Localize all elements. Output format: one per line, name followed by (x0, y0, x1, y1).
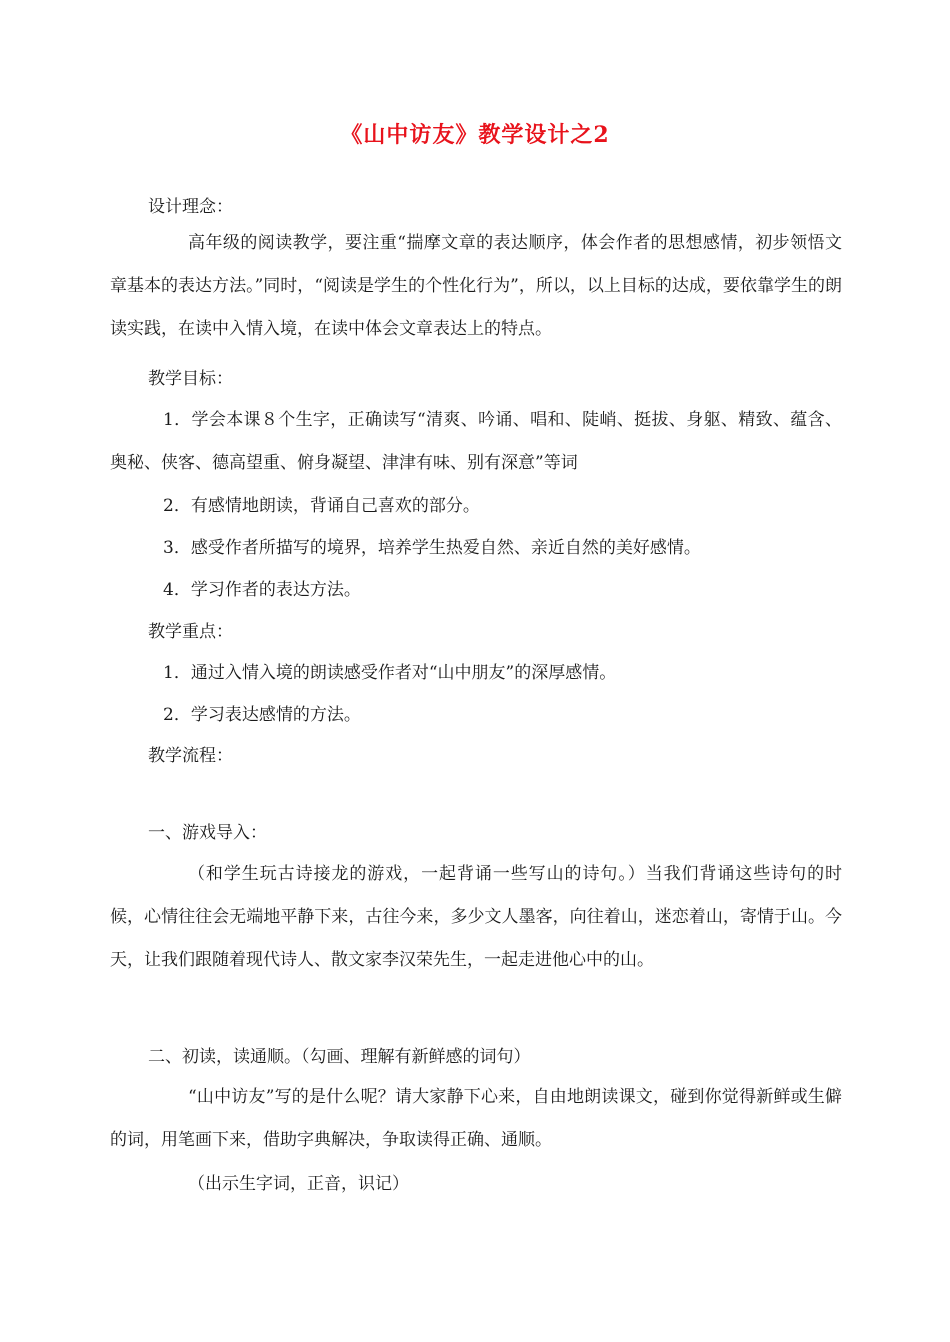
goal-item-4: 4．学习作者的表达方法。 (163, 580, 361, 600)
focus-item-1: 1．通过入情入境的朗读感受作者对“山中朋友”的深厚感情。 (163, 663, 617, 683)
step1-heading: 一、游戏导入： (148, 823, 267, 843)
flow-heading: 教学流程： (148, 746, 233, 766)
goal-item-1: 1．学会本课８个生字，正确读写“清爽、吟诵、唱和、陡峭、挺拔、身躯、精致、蕴含、奥秘、侠客、德高望重、俯身凝望、津津有味、别有深意”等词 (110, 410, 842, 473)
step2-paragraph: “山中访友”写的是什么呢？请大家静下心来，自由地朗读课文，碰到你觉得新鲜或生僻的词，用笔画下来，借助字典解决，争取读得正确、通顺。 (110, 1087, 842, 1150)
goals-heading: 教学目标： (148, 369, 233, 389)
document-title: 《山中访友》教学设计之2 (340, 122, 610, 148)
goal-item-3: 3．感受作者所描写的境界，培养学生热爱自然、亲近自然的美好感情。 (163, 538, 701, 558)
step1-paragraph: （和学生玩古诗接龙的游戏，一起背诵一些写山的诗句。）当我们背诵这些诗句的时候，心情往往会无端地平静下来，古往今来，多少文人墨客，向往着山，迷恋着山，寄情于山。今天，让我们跟随着现代诗人、散文家李汉荣先生，一起走进他心中的山。 (110, 864, 842, 970)
focus-item-2: 2．学习表达感情的方法。 (163, 705, 361, 725)
step2-heading: 二、初读，读通顺。（勾画、理解有新鲜感的词句） (148, 1047, 531, 1067)
goal-item-2: 2．有感情地朗读，背诵自己喜欢的部分。 (163, 496, 480, 516)
concept-paragraph: 高年级的阅读教学，要注重“揣摩文章的表达顺序，体会作者的思想感情，初步领悟文章基本的表达方法。”同时，“阅读是学生的个性化行为”，所以，以上目标的达成，要依靠学生的朗读实践，在读中入情入境，在读中体会文章表达上的特点。 (110, 233, 842, 339)
concept-heading: 设计理念： (148, 197, 233, 217)
focus-heading: 教学重点： (148, 622, 233, 642)
step2-note: （出示生字词，正音，识记） (188, 1174, 409, 1194)
